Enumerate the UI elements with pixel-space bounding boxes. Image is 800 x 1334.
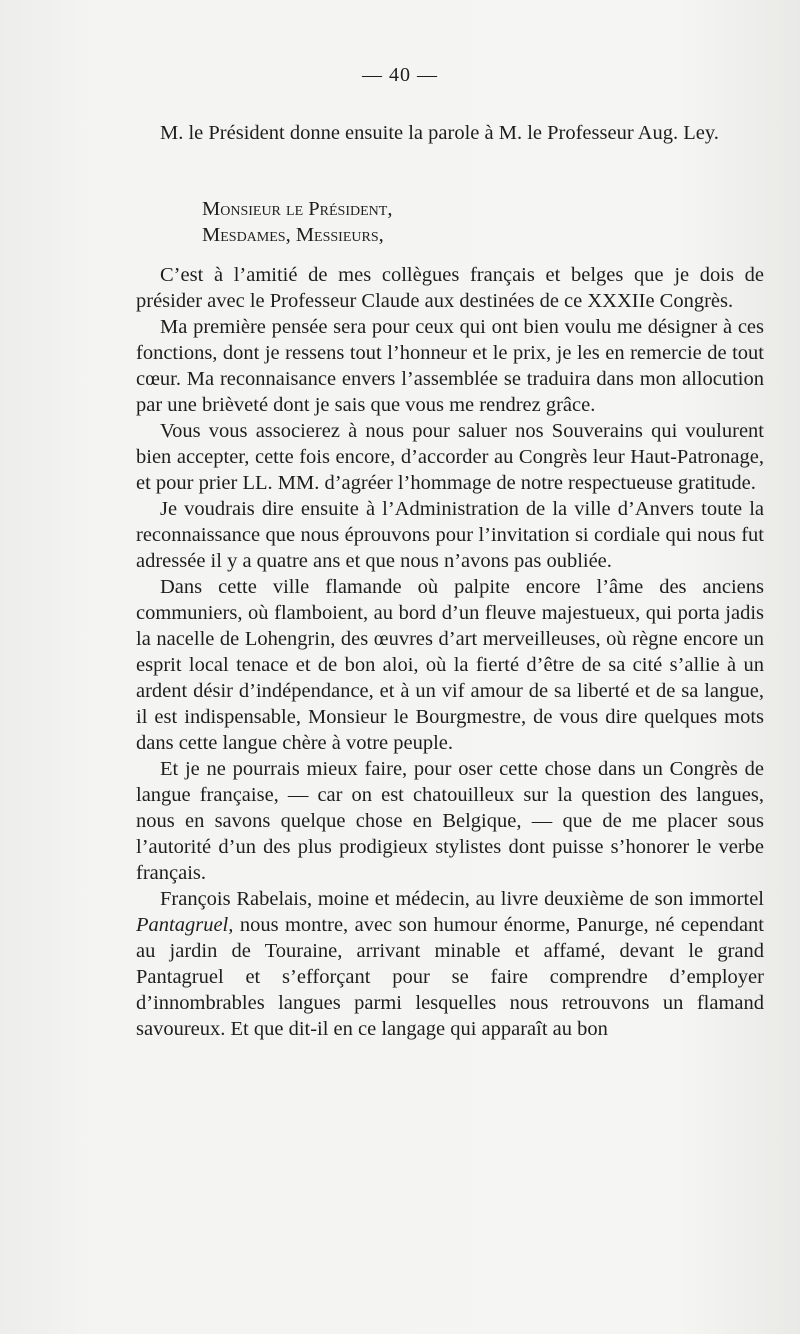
paragraph-7-start: François Rabelais, moine et médecin, au livre deuxième de son immortel xyxy=(160,888,764,910)
paragraph-4: Je voudrais dire ensuite à l’Administration de la ville d’Anvers toute la reconnaissance que nous éprouvons pour l’invitation si cordiale qui nous fut adressée il y a quatre ans et que nous n’avons pas oubliée. xyxy=(136,498,764,572)
paragraph-3: Vous vous associerez à nous pour saluer nos Souverains qui voulurent bien accepter, cette fois encore, d’accorder au Congrès leur Haut-Patronage, et pour prier LL. MM. d’agréer l’hommage de notre respectueuse gratitude. xyxy=(136,420,764,494)
speech-body xyxy=(136,262,764,1042)
paragraph-7 xyxy=(136,886,764,1042)
salutation-line-1: Monsieur le Président, xyxy=(202,198,393,220)
paragraph-1: C’est à l’amitié de mes collègues français et belges que je dois de présider avec le Professeur Claude aux destinées de ce XXXIIe Congrès. xyxy=(136,264,764,312)
paragraph-2: Ma première pensée sera pour ceux qui ont bien voulu me désigner à ces fonctions, dont je ressens tout l’honneur et le prix, je les en remercie de tout cœur. Ma reconnaisance envers l’assemblée se traduira dans mon allocution par une brièveté dont je sais que vous me rendrez grâce. xyxy=(136,316,764,416)
salutation xyxy=(202,196,392,248)
intro-paragraph: M. le Président donne ensuite la parole à M. le Professeur Aug. Ley. xyxy=(160,122,719,144)
paragraph-6: Et je ne pourrais mieux faire, pour oser cette chose dans un Congrès de langue française, — car on est chatouilleux sur la question des langues, nous en savons quelque chose en Belgique, — que de me placer sous l’autorité d’un des plus prodigieux stylistes dont puisse s’honorer le verbe français. xyxy=(136,758,764,884)
page-number: — 40 — xyxy=(362,64,438,86)
paragraph-7-end: nous montre, avec son humour énorme, Panurge, né cependant au jardin de Touraine, arrivant minable et affamé, devant le grand Pantagruel et s’efforçant pour se faire comprendre d’employer d’innombrables langues parmi lesquelles nous retrouvons un flamand savoureux. Et que dit-il en ce langage qui apparaît au bon xyxy=(136,914,764,1040)
book-title: Pantagruel, xyxy=(136,914,234,936)
salutation-line-2: Mesdames, Messieurs, xyxy=(202,224,384,246)
paragraph-5: Dans cette ville flamande où palpite encore l’âme des anciens communiers, où flamboient, au bord d’un fleuve majestueux, qui porta jadis la nacelle de Lohengrin, des œuvres d’art merveilleuses, où règne encore un esprit local tenace et de bon aloi, où la fierté d’être de sa cité s’allie à un ardent désir d’indépendance, et à un vif amour de sa liberté et de sa langue, il est indispensable, Monsieur le Bourgmestre, de vous dire quelques mots dans cette langue chère à votre peuple. xyxy=(136,576,764,754)
